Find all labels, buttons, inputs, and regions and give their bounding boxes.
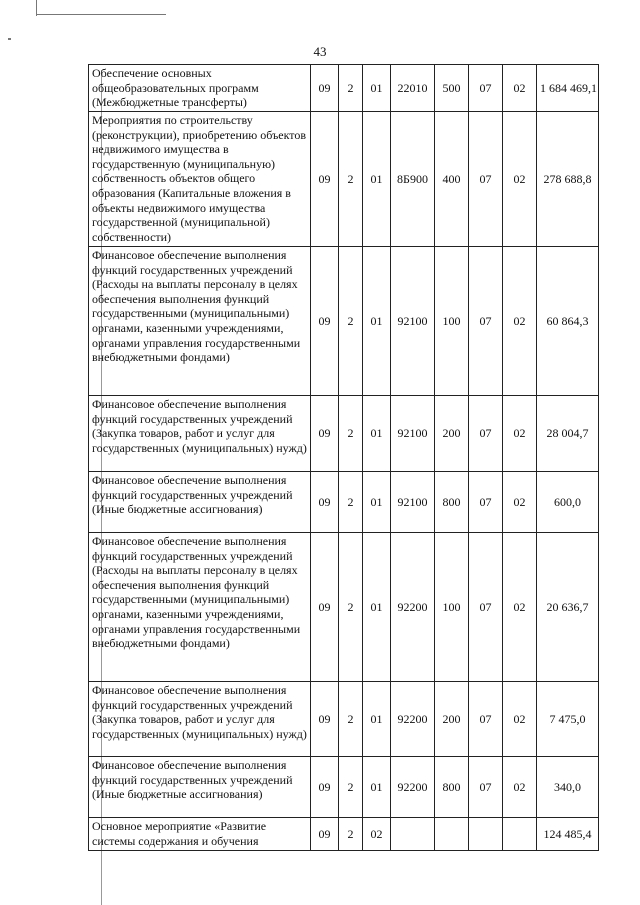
row-code-5 [435,818,469,851]
row-code-6: 07 [469,472,503,533]
row-description: Финансовое обеспечение выполнения функций государственных учреждений (Закупка товаров, работ и услуг для государственных (муниципальных) нужд) [89,682,311,757]
row-code-4: 92200 [391,682,435,757]
table-row [89,533,599,682]
row-code-5: 500 [435,65,469,112]
row-code-5: 800 [435,472,469,533]
row-code-5: 100 [435,533,469,682]
table-row [89,396,599,472]
row-code-1: 09 [311,396,339,472]
row-code-6: 07 [469,533,503,682]
page-number: 43 [313,44,327,59]
budget-table [88,64,599,851]
row-code-4: 92100 [391,247,435,396]
row-amount: 28 004,7 [537,396,599,472]
row-code-1: 09 [311,757,339,818]
row-code-2: 2 [339,396,363,472]
row-code-3: 01 [363,682,391,757]
row-code-3: 01 [363,472,391,533]
row-code-4 [391,818,435,851]
row-code-2: 2 [339,757,363,818]
row-amount: 340,0 [537,757,599,818]
row-description: Мероприятия по строительству (реконструкции), приобретению объектов недвижимого имущества в государственную (муниципальную) собственность объектов общего образования (Капитальные вложения в объекты недвижимого имущества государственной (муниципальной) собственности) [89,112,311,247]
row-code-3: 01 [363,112,391,247]
row-code-7: 02 [503,247,537,396]
row-amount: 7 475,0 [537,682,599,757]
table-row [89,65,599,112]
row-code-6: 07 [469,112,503,247]
row-amount: 278 688,8 [537,112,599,247]
row-description: Финансовое обеспечение выполнения функций государственных учреждений (Иные бюджетные ассигнования) [89,757,311,818]
row-code-6: 07 [469,757,503,818]
row-code-2: 2 [339,65,363,112]
table-row [89,818,599,851]
scan-dot [8,38,11,40]
row-code-5: 800 [435,757,469,818]
row-code-6: 07 [469,247,503,396]
row-code-5: 200 [435,396,469,472]
row-code-1: 09 [311,533,339,682]
row-code-3: 01 [363,65,391,112]
row-amount: 1 684 469,1 [537,65,599,112]
row-code-7: 02 [503,396,537,472]
row-code-6: 07 [469,396,503,472]
row-amount: 600,0 [537,472,599,533]
row-code-1: 09 [311,112,339,247]
scan-mark-top [36,14,166,15]
row-code-7: 02 [503,472,537,533]
row-code-6: 07 [469,65,503,112]
row-description: Финансовое обеспечение выполнения функций государственных учреждений (Закупка товаров, работ и услуг для государственных (муниципальных) нужд) [89,396,311,472]
row-code-2: 2 [339,112,363,247]
row-code-2: 2 [339,682,363,757]
row-description: Финансовое обеспечение выполнения функций государственных учреждений (Расходы на выплаты персоналу в целях обеспечения выполнения функций государственными (муниципальными) органами, казенными учреждениями, органами управления государственными внебюджетными фондами) [89,247,311,396]
row-code-4: 22010 [391,65,435,112]
row-code-7: 02 [503,757,537,818]
row-code-3: 01 [363,533,391,682]
row-code-7: 02 [503,682,537,757]
row-amount: 60 864,3 [537,247,599,396]
row-code-3: 01 [363,396,391,472]
row-code-4: 92200 [391,757,435,818]
row-code-2: 2 [339,533,363,682]
row-code-3: 01 [363,757,391,818]
row-code-5: 200 [435,682,469,757]
scan-mark-left [36,0,37,16]
table-row [89,757,599,818]
row-code-7: 02 [503,533,537,682]
row-code-7: 02 [503,65,537,112]
row-amount: 124 485,4 [537,818,599,851]
row-code-1: 09 [311,818,339,851]
row-description: Финансовое обеспечение выполнения функций государственных учреждений (Расходы на выплаты персоналу в целях обеспечения выполнения функций государственными (муниципальными) органами, казенными учреждениями, органами управления государственными внебюджетными фондами) [89,533,311,682]
row-code-5: 100 [435,247,469,396]
row-code-7 [503,818,537,851]
row-code-1: 09 [311,682,339,757]
row-description: Обеспечение основных общеобразовательных программ (Межбюджетные трансферты) [89,65,311,112]
row-code-6: 07 [469,682,503,757]
table-row [89,682,599,757]
row-code-3: 01 [363,247,391,396]
row-code-1: 09 [311,65,339,112]
row-code-2: 2 [339,472,363,533]
row-code-1: 09 [311,247,339,396]
row-code-1: 09 [311,472,339,533]
row-description: Основное мероприятие «Развитие системы содержания и обучения [89,818,311,851]
row-code-7: 02 [503,112,537,247]
row-description: Финансовое обеспечение выполнения функций государственных учреждений (Иные бюджетные ассигнования) [89,472,311,533]
row-code-2: 2 [339,247,363,396]
row-amount: 20 636,7 [537,533,599,682]
table-row [89,112,599,247]
row-code-4: 92100 [391,472,435,533]
row-code-2: 2 [339,818,363,851]
row-code-3: 02 [363,818,391,851]
row-code-4: 92200 [391,533,435,682]
table-row [89,472,599,533]
row-code-6 [469,818,503,851]
table-row [89,247,599,396]
row-code-4: 8Б900 [391,112,435,247]
row-code-4: 92100 [391,396,435,472]
row-code-5: 400 [435,112,469,247]
